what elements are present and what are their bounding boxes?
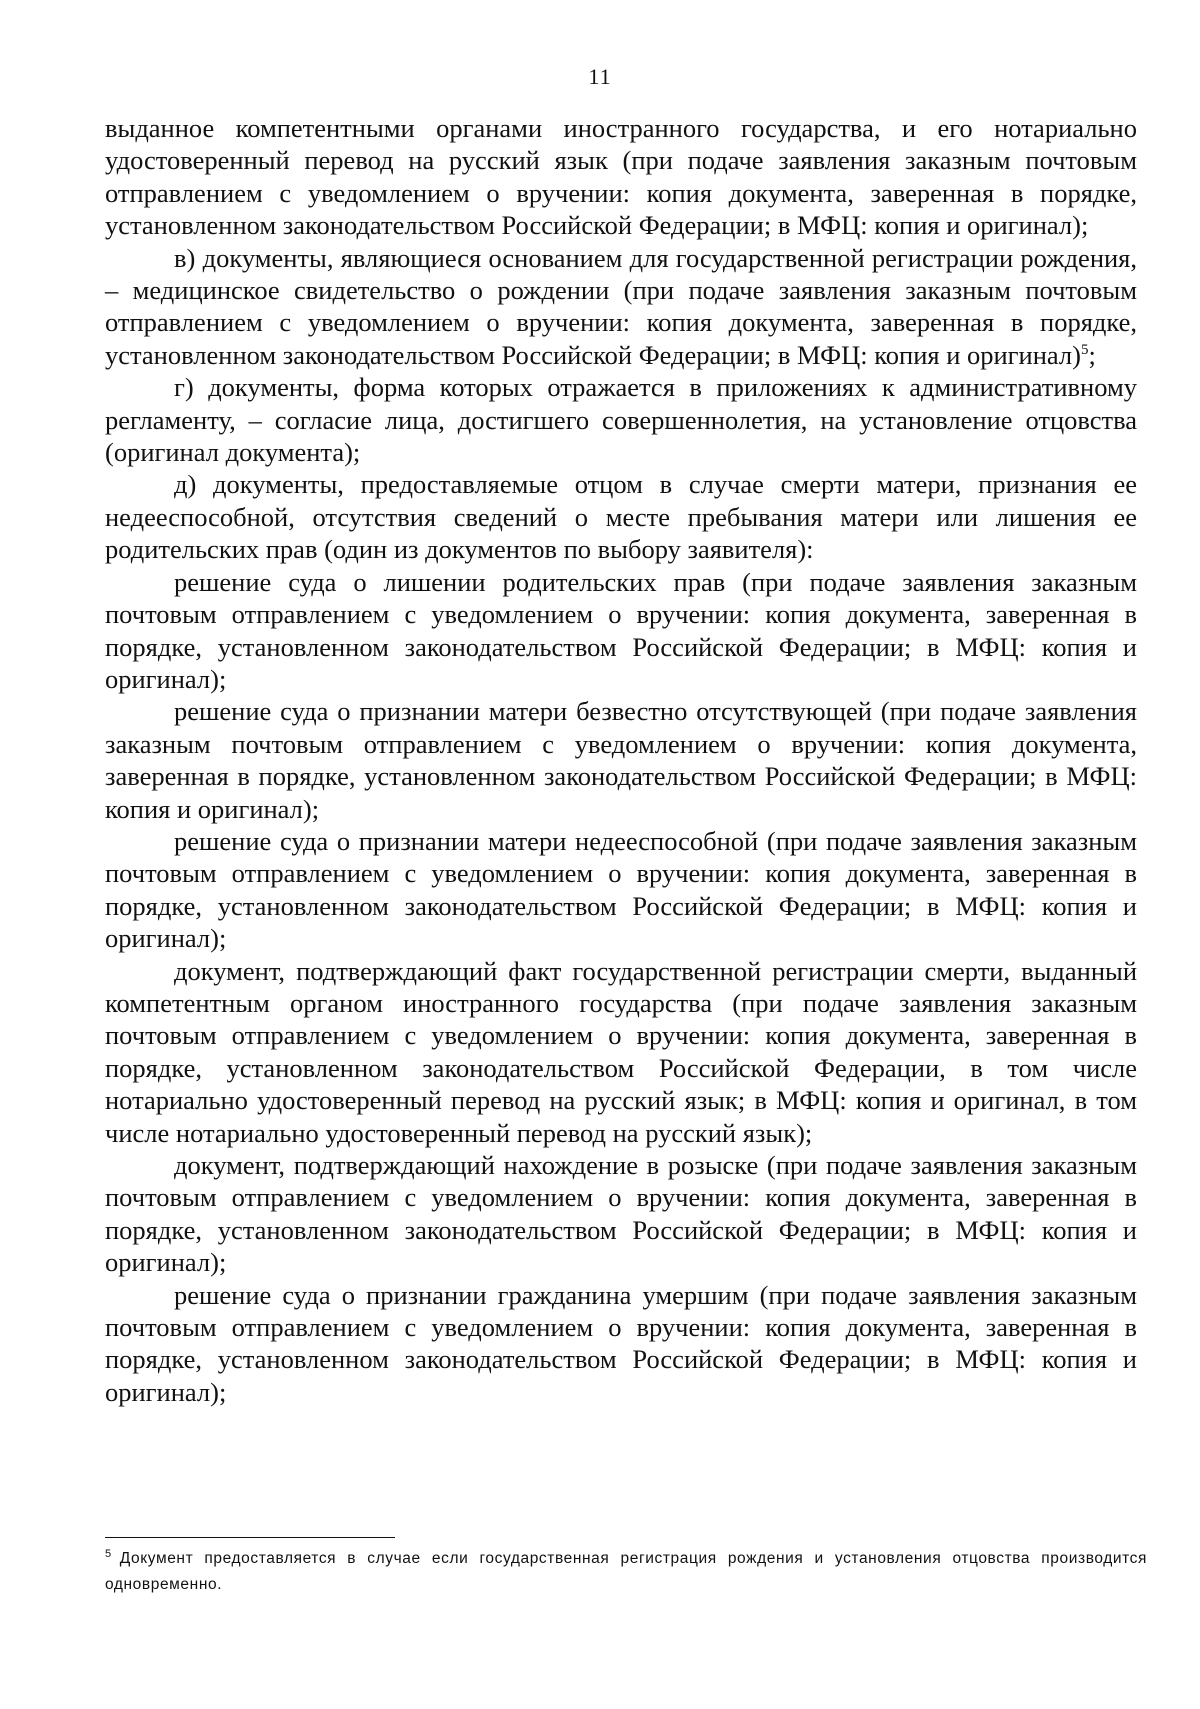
footnote-text: Документ предоставляется в случае если государственная регистрация рождения и установления отцовства производится одновременно. — [105, 1550, 1147, 1593]
paragraph-item-d: д) документы, предоставляемые отцом в случае смерти матери, признания ее недееспособной, отсутствия сведений о месте пребывания матери или лишения ее родительских прав (один из документов по выбору заявителя): — [105, 469, 1137, 565]
footnote — [105, 1546, 1147, 1598]
paragraph-death-registration-document: документ, подтверждающий факт государственной регистрации смерти, выданный компетентным органом иностранного государства (при подаче заявления заказным почтовым отправлением с уведомлением о вручении: копия документа, заверенная в порядке, установленном законодательством Российской Федерации, в том числе нотариально удостоверенный перевод на русский язык; в МФЦ: копия и оригинал, в том числе нотариально удостоверенный перевод на русский язык); — [105, 955, 1137, 1148]
footnote-divider — [105, 1537, 395, 1538]
paragraph-court-decision-deceased: решение суда о признании гражданина умершим (при подаче заявления заказным почтовым отправлением с уведомлением о вручении: копия документа, заверенная в порядке, установленном законодательством Российской Федерации; в МФЦ: копия и оригинал); — [105, 1279, 1137, 1407]
paragraph-court-decision-parental-rights: решение суда о лишении родительских прав (при подаче заявления заказным почтовым отправлением с уведомлением о вручении: копия документа, заверенная в порядке, установленном законодательством Российской Федерации; в МФЦ: копия и оригинал); — [105, 566, 1137, 694]
paragraph-item-g: г) документы, форма которых отражается в приложениях к административному регламенту, – согласие лица, достигшего совершеннолетия, на установление отцовства (оригинал документа); — [105, 372, 1137, 468]
footnote-reference[interactable]: 5 — [1080, 342, 1089, 359]
page-number: 11 — [588, 64, 612, 89]
document-body — [105, 112, 1137, 1408]
paragraph-item-v — [105, 242, 1137, 372]
footnote-number: 5 — [105, 1547, 112, 1560]
paragraph-wanted-list-document: документ, подтверждающий нахождение в розыске (при подаче заявления заказным почтовым отправлением с уведомлением о вручении: копия документа, заверенная в порядке, установленном законодательством Российской Федерации; в МФЦ: копия и оригинал); — [105, 1150, 1137, 1278]
paragraph-court-decision-missing: решение суда о признании матери безвестно отсутствующей (при подаче заявления заказным почтовым отправлением с уведомлением о вручении: копия документа, заверенная в порядке, установленном законодательством Российской Федерации; в МФЦ: копия и оригинал); — [105, 696, 1137, 824]
paragraph-continuation: выданное компетентными органами иностранного государства, и его нотариально удостоверенный перевод на русский язык (при подаче заявления заказным почтовым отправлением с уведомлением о вручении: копия документа, заверенная в порядке, установленном законодательством Российской Федерации; в МФЦ: копия и оригинал); — [105, 113, 1137, 241]
paragraph-court-decision-incapable: решение суда о признании матери недееспособной (при подаче заявления заказным почтовым отправлением с уведомлением о вручении: копия документа, заверенная в порядке, установленном законодательством Российской Федерации; в МФЦ: копия и оригинал); — [105, 825, 1137, 954]
footnote-reference-tail: ; — [1088, 339, 1096, 370]
paragraph-item-v-text: в) документы, являющиеся основанием для государственной регистрации рождения, – медицинское свидетельство о рождении (при подаче заявления заказным почтовым отправлением с уведомлением о вручении: копия документа, заверенная в порядке, установленном законодательством Российской Федерации; в МФЦ: копия и оригинал) — [105, 242, 1137, 370]
